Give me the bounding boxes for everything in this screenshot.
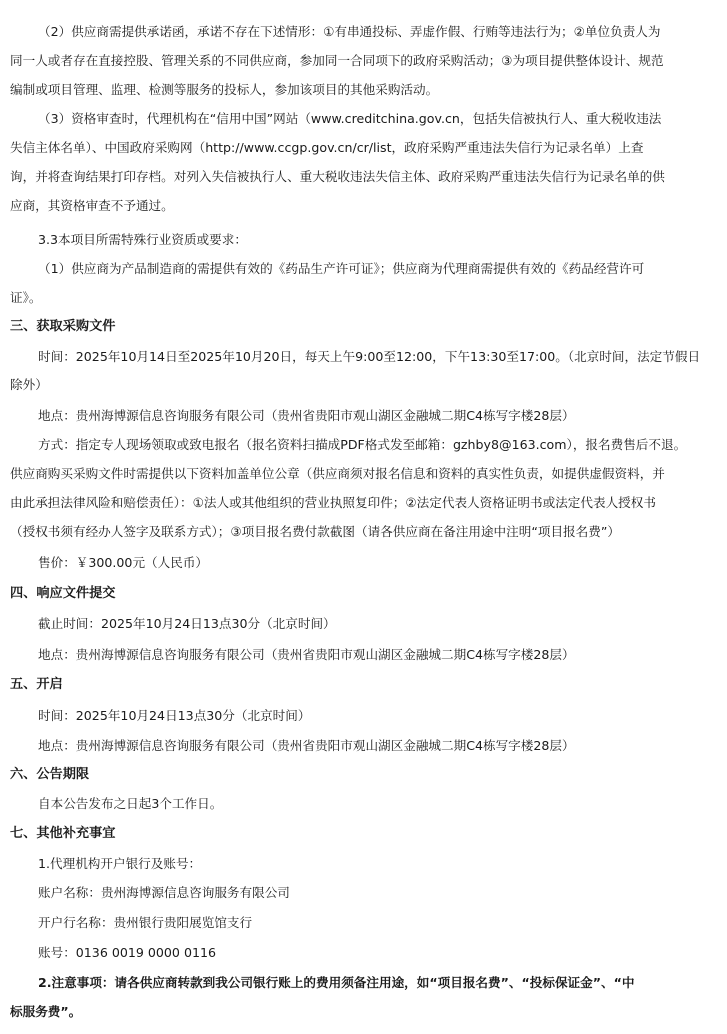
paragraph-commitment-line2: 同一人或者存在直接控股、管理关系的不同供应商，参加同一合同项下的政府采购活动；③为项目提供整体设计、规范 bbox=[10, 53, 664, 68]
bank-info-title: 1.代理机构开户银行及账号： bbox=[38, 856, 202, 871]
paragraph-license-line2: 证》。 bbox=[10, 290, 42, 305]
submission-location: 地点：贵州海博源信息咨询服务有限公司（贵州省贵阳市观山湖区金融城二期C4栋写字楼28层） bbox=[38, 647, 575, 662]
obtain-method-line2: 供应商购买采购文件时需提供以下资料加盖单位公章（供应商须对报名信息和资料的真实性负责，如提供虚假资料，并 bbox=[10, 466, 665, 481]
account-name: 账户名称：贵州海博源信息咨询服务有限公司 bbox=[38, 885, 290, 900]
paragraph-commitment-line1: （2）供应商需提供承诺函，承诺不存在下述情形：①有串通投标、弄虚作假、行贿等违法行为；②单位负责人为 bbox=[38, 24, 661, 39]
paragraph-credit-line3: 询，并将查询结果打印存档。对列入失信被执行人、重大税收违法失信主体、政府采购严重违法失信行为记录名单的供 bbox=[10, 169, 665, 184]
obtain-time-line1: 时间：2025年10月14日至2025年10月20日，每天上午9:00至12:00，下午13:30至17:00。（北京时间，法定节假日 bbox=[38, 349, 701, 364]
account-number: 账号：0136 0019 0000 0116 bbox=[38, 945, 216, 960]
opening-time: 时间：2025年10月24日13点30分（北京时间） bbox=[38, 708, 311, 723]
obtain-time-line2: 除外） bbox=[10, 377, 48, 392]
paragraph-license-line1: （1）供应商为产品制造商的需提供有效的《药品生产许可证》；供应商为代理商需提供有效的《药品经营许可 bbox=[38, 261, 645, 276]
obtain-method-line3: 由此承担法律风险和赔偿责任）：①法人或其他组织的营业执照复印件；②法定代表人资格证明书或法定代表人授权书 bbox=[10, 495, 656, 510]
obtain-price: 售价：￥300.00元（人民币） bbox=[38, 555, 209, 570]
notice-line2: 标服务费”。 bbox=[10, 1004, 82, 1019]
heading-announcement-period: 六、公告期限 bbox=[10, 767, 90, 782]
section-3-3: 3.3本项目所需特殊行业资质或要求： bbox=[38, 232, 247, 247]
announcement-period: 自本公告发布之日起3个工作日。 bbox=[38, 796, 223, 811]
heading-other-matters: 七、其他补充事宜 bbox=[10, 826, 116, 841]
paragraph-credit-line1: （3）资格审查时，代理机构在“信用中国”网站（www.creditchina.gov.cn，包括失信被执行人、重大税收违法 bbox=[38, 111, 662, 126]
submission-deadline: 截止时间：2025年10月24日13点30分（北京时间） bbox=[38, 616, 336, 631]
heading-obtain-documents: 三、获取采购文件 bbox=[10, 319, 116, 334]
bank-name: 开户行名称：贵州银行贵阳展览馆支行 bbox=[38, 915, 253, 930]
obtain-location: 地点：贵州海博源信息咨询服务有限公司（贵州省贵阳市观山湖区金融城二期C4栋写字楼28层） bbox=[38, 408, 575, 423]
paragraph-commitment-line3: 编制或项目管理、监理、检测等服务的投标人，参加该项目的其他采购活动。 bbox=[10, 82, 439, 97]
heading-submission: 四、响应文件提交 bbox=[10, 586, 116, 601]
notice-line1: 2.注意事项：请各供应商转款到我公司银行账上的费用须备注用途，如“项目报名费”、“投标保证金”、“中 bbox=[38, 975, 635, 990]
obtain-method-line4: （授权书须有经办人签字及联系方式）；③项目报名费付款截图（请各供应商在备注用途中注明“项目报名费”） bbox=[10, 524, 620, 539]
obtain-method-line1: 方式：指定专人现场领取或致电报名（报名资料扫描成PDF格式发至邮箱：gzhby8@163.com），报名费售后不退。 bbox=[38, 437, 687, 452]
paragraph-credit-line2: 失信主体名单）、中国政府采购网（http://www.ccgp.gov.cn/cr/list，政府采购严重违法失信行为记录名单）上查 bbox=[10, 140, 644, 155]
paragraph-credit-line4: 应商，其资格审查不予通过。 bbox=[10, 198, 174, 213]
opening-location: 地点：贵州海博源信息咨询服务有限公司（贵州省贵阳市观山湖区金融城二期C4栋写字楼28层） bbox=[38, 738, 575, 753]
heading-opening: 五、开启 bbox=[10, 677, 63, 692]
